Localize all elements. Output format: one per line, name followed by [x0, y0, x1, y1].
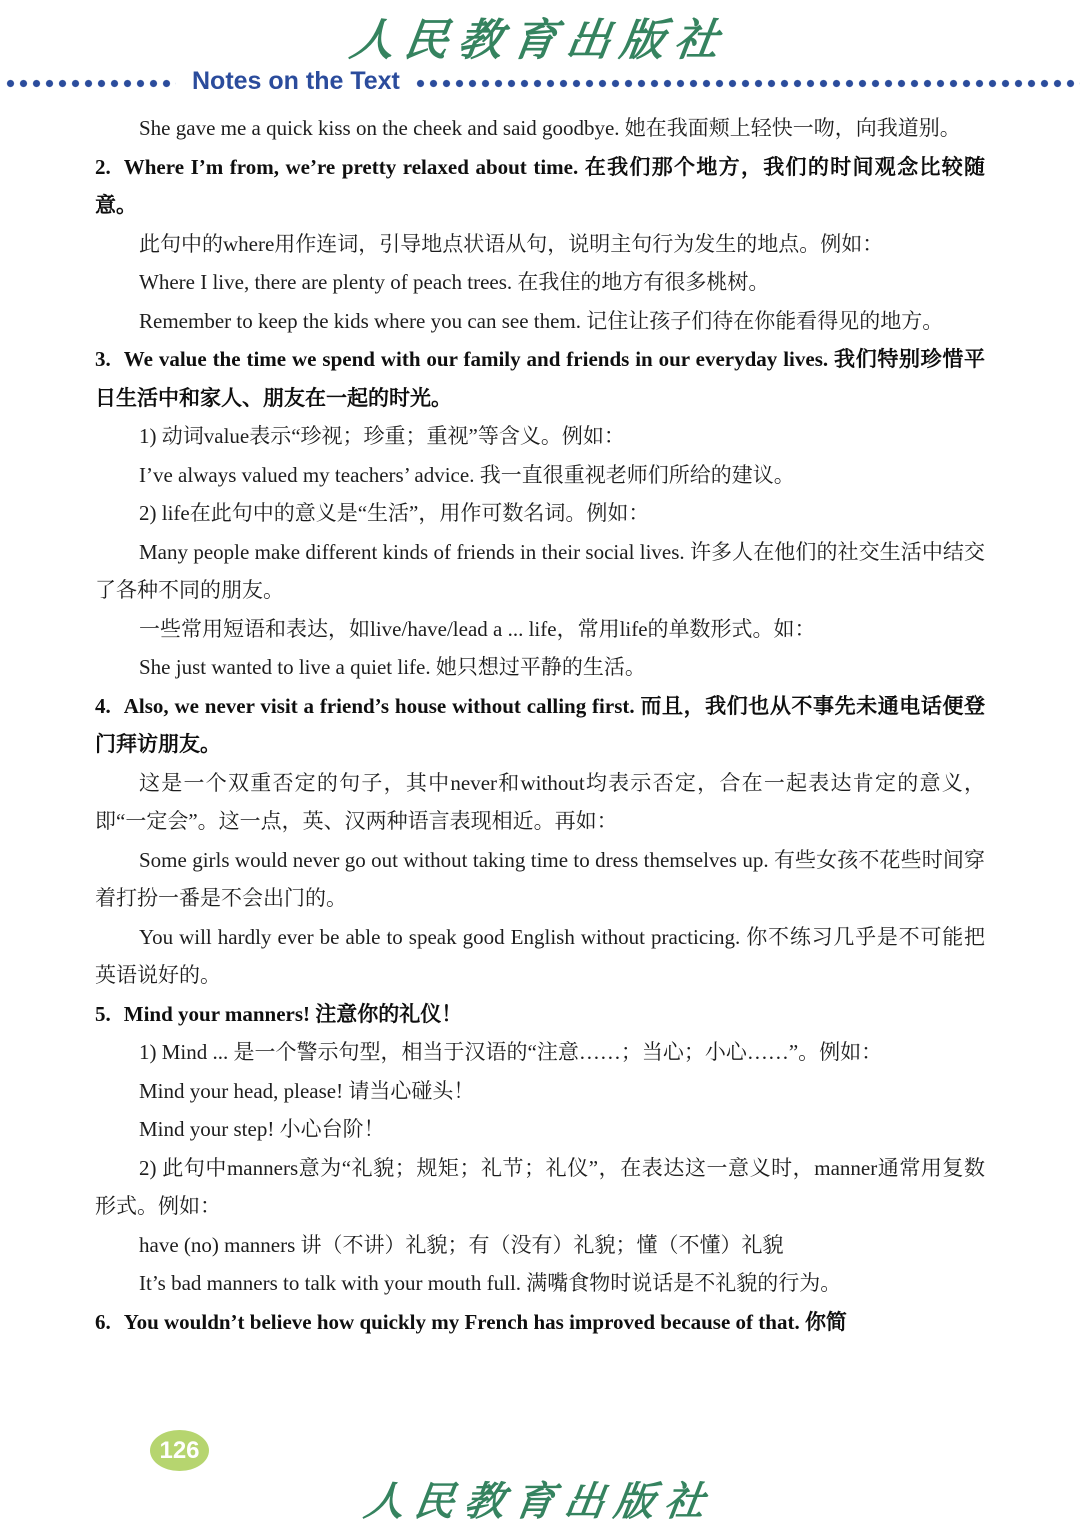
publisher-logo-bottom: 人民教育出版社 — [361, 1478, 718, 1525]
note-item-text: Where I’m from, we’re pretty relaxed about time. 在我们那个地方，我们的时间观念比较随意。 — [95, 154, 985, 217]
note-subpoint: 2) life在此句中的意义是“生活”，用作可数名词。例如： — [139, 501, 650, 525]
note-item-number: 3. — [95, 347, 111, 371]
note-item-4 — [95, 687, 985, 764]
note-item-3 — [95, 340, 985, 417]
section-header-rule — [6, 66, 1080, 100]
note-example: I’ve always valued my teachers’ advice. 我一直很重视老师们所给的建议。 — [139, 462, 795, 487]
note-example: She just wanted to live a quiet life. 她只想过平静的生活。 — [139, 655, 646, 679]
note-paragraph: She gave me a quick kiss on the cheek and said goodbye. 她在我面颊上轻快一吻，向我道别。 — [139, 116, 961, 140]
note-item-text: Mind your manners! 注意你的礼仪！ — [123, 1001, 463, 1026]
note-item-number: 6. — [95, 1309, 111, 1334]
page-number: 126 — [159, 1436, 200, 1464]
publisher-logo-top: 人民教育出版社 — [346, 15, 732, 66]
note-subpoint: 1) 动词value表示“珍视；珍重；重视”等含义。例如： — [139, 424, 625, 448]
note-item-text: Also, we never visit a friend’s house without calling first. 而且，我们也从不事先未通电话便登门拜访朋友。 — [95, 693, 985, 756]
note-item-2 — [95, 148, 985, 225]
note-subpoint: 1) Mind ... 是一个警示句型，相当于汉语的“注意……；当心；小心……”。例如： — [139, 1040, 883, 1064]
note-paragraph: 一些常用短语和表达，如live/have/lead a ... life，常用life的单数形式。如： — [139, 616, 816, 641]
note-example: It’s bad manners to talk with your mouth full. 满嘴食物时说话是不礼貌的行为。 — [139, 1271, 842, 1295]
note-example: Some girls would never go out without taking time to dress themselves up. 有些女孩不花些时间穿着打扮一番是不会出门的。 — [95, 847, 985, 910]
note-item-6 — [95, 1303, 985, 1342]
note-example: have (no) manners 讲（不讲）礼貌；有（没有）礼貌；懂（不懂）礼貌 — [139, 1232, 784, 1257]
dotted-divider-left — [6, 79, 176, 88]
note-example: Where I live, there are plenty of peach trees. 在我住的地方有很多桃树。 — [139, 270, 770, 294]
note-paragraph: 这是一个双重否定的句子，其中never和without均表示否定，合在一起表达肯定的意义，即“一定会”。这一点，英、汉两种语言表现相近。再如： — [95, 770, 985, 833]
note-example: Mind your step! 小心台阶！ — [139, 1117, 385, 1141]
note-item-5 — [95, 995, 985, 1034]
note-item-text: You wouldn’t believe how quickly my French has improved because of that. 你简 — [123, 1309, 847, 1334]
note-item-number: 4. — [95, 693, 111, 718]
note-item-number: 5. — [95, 1001, 111, 1026]
note-subpoint: 2) 此句中manners意为“礼貌；规矩；礼节；礼仪”，在表达这一意义时，manner通常用复数形式。例如： — [95, 1155, 985, 1218]
section-title: Notes on the Text — [192, 66, 400, 95]
note-example: Remember to keep the kids where you can see them. 记住让孩子们待在你能看得见的地方。 — [139, 308, 944, 333]
note-example: Mind your head, please! 请当心碰头！ — [139, 1078, 475, 1103]
note-example: Many people make different kinds of friends in their social lives. 许多人在他们的社交生活中结交了各种不同的朋友。 — [95, 539, 985, 602]
page-number-badge — [150, 1430, 209, 1471]
notes-body — [95, 109, 985, 1341]
note-item-number: 2. — [95, 154, 111, 179]
note-example: You will hardly ever be able to speak good English without practicing. 你不练习几乎是不可能把英语说好的。 — [95, 924, 985, 987]
dotted-divider-right — [416, 79, 1080, 88]
note-item-text: We value the time we spend with our family and friends in our everyday lives. 我们特别珍惜平日生活中和家人、朋友在一起的时光。 — [95, 347, 985, 410]
note-paragraph: 此句中的where用作连词，引导地点状语从句，说明主句行为发生的地点。例如： — [139, 231, 884, 256]
